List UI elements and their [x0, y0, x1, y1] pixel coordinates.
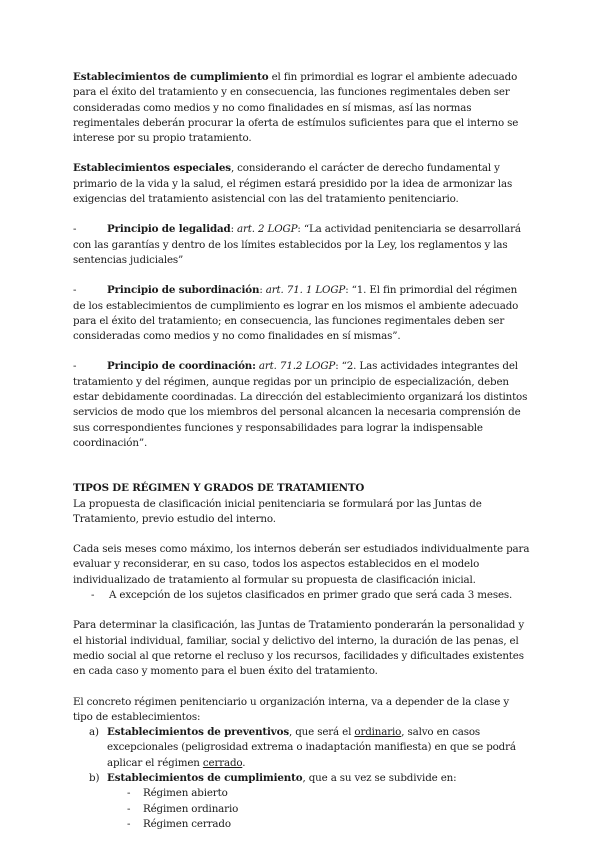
- text-part: .: [242, 756, 246, 769]
- principle-legalidad: [73, 222, 531, 268]
- term-bold: Establecimientos de cumplimiento: [73, 71, 269, 83]
- principle-subordinacion: [73, 283, 531, 344]
- regime-label: Régimen cerrado: [143, 817, 231, 830]
- regime-label: Régimen abierto: [143, 787, 228, 800]
- principle-text: : “1. El fin primordial del régimen de los establecimientos de cumplimiento es lograr en los mismos el ambiente adecuado para el éxito del tratamiento; en consecuencia, las funciones regimentales deben ser consideradas como medios y no como finalidades en sí mismas”.: [73, 284, 519, 343]
- text-part: , salvo en casos excepcionales (peligrosidad extrema o inadaptación manifiesta) en que se podrá aplicar el régimen: [107, 726, 516, 769]
- regime-item: [73, 802, 531, 817]
- paragraph-regimen: El concreto régimen penitenciario u organización interna, va a depender de la clase y tipo de establecimientos:: [73, 695, 510, 723]
- dash-marker: -: [127, 787, 131, 800]
- underlined-term: ordinario: [354, 726, 402, 739]
- separator: :: [230, 223, 238, 236]
- list-item-text: [107, 725, 531, 771]
- dash-marker: -: [73, 223, 77, 236]
- paragraph-text: el fin primordial es lograr el ambiente adecuado para el éxito del tratamiento y en consecuencia, las funciones regimentales deben ser consideradas como medios y no como finalidades en sí mismas, así las normas regimentales deberán procurar la oferta de estímulos suficientes para que el interno se interese por su propio tratamiento.: [73, 71, 519, 145]
- list-item-text: A excepción de los sujetos clasificados en primer grado que será cada 3 meses.: [109, 589, 513, 602]
- list-marker: a): [89, 726, 99, 739]
- list-marker: b): [89, 771, 100, 784]
- list-item-a: [73, 725, 531, 771]
- term-bold: Establecimientos de cumplimiento: [107, 771, 303, 784]
- principle-text: : “La actividad penitenciaria se desarrollará con las garantías y dentro de los límites establecidos por la Ley, los reglamentos y las sentencias judiciales”: [73, 223, 521, 266]
- paragraph-text: , considerando el carácter de derecho fundamental y primario de la vida y la salud, el régimen estará presidido por la idea de armonizar las exigencias del tratamiento asistencial con las del tratamiento penitenciario.: [73, 162, 513, 206]
- section-heading: TIPOS DE RÉGIMEN Y GRADOS DE TRATAMIENTO: [73, 482, 365, 495]
- dash-marker: -: [73, 360, 77, 373]
- regime-item: [73, 786, 531, 801]
- paragraph-propuesta: La propuesta de clasificación inicial penitenciaria se formulará por las Juntas de Tratamiento, previo estudio del interno.: [73, 497, 482, 525]
- principle-title: Principio de legalidad: [107, 223, 231, 236]
- article-ref: art. 71. 1 LOGP: [265, 284, 346, 297]
- paragraph-clasificacion: Para determinar la clasificación, las Juntas de Tratamiento ponderarán la personalidad y el historial individual, familiar, social y delictivo del interno, la duración de las penas, el medio social al que retorne el recluso y los recursos, facilidades y dificultades existentes en cada caso y momento para el buen éxito del tratamiento.: [73, 619, 524, 678]
- dash-marker: -: [73, 284, 77, 297]
- dash-marker: -: [91, 589, 95, 602]
- principle-text: : “2. Las actividades integrantes del tratamiento y del régimen, aunque regidas por un principio de especialización, deben estar debidamente coordinadas. La dirección del establecimiento organizará los distintos servicios de modo que los miembros del personal alcancen la necesaria comprensión de sus correspondientes funciones y responsabilidades para lograr la indispensable coordinación”.: [73, 360, 528, 449]
- separator: :: [259, 284, 266, 297]
- article-ref: art. 2 LOGP: [237, 223, 298, 236]
- paragraph-establecimientos-especiales: [73, 161, 531, 207]
- principle-title: Principio de coordinación:: [107, 360, 256, 373]
- term-bold: Establecimientos de preventivos: [107, 726, 289, 739]
- term-bold: Establecimientos especiales: [73, 162, 231, 175]
- text-part: , que a su vez se subdivide en:: [302, 771, 457, 784]
- list-item-text: [107, 771, 456, 786]
- paragraph-establecimientos-cumplimiento: [73, 70, 531, 146]
- list-item: [73, 588, 531, 603]
- list-item-b: [73, 771, 531, 786]
- article-ref: art. 71.2 LOGP: [258, 360, 336, 373]
- regime-item: [73, 817, 531, 832]
- principle-title: Principio de subordinación: [107, 284, 260, 297]
- regime-label: Régimen ordinario: [143, 802, 239, 815]
- paragraph-cada-seis-meses: Cada seis meses como máximo, los internos deberán ser estudiados individualmente para evaluar y reconsiderar, en su caso, todos los aspectos establecidos en el modelo individualizado de tratamiento al formular su propuesta de clasificación inicial.: [73, 543, 530, 586]
- principle-coordinacion: [73, 359, 531, 451]
- dash-marker: -: [127, 802, 131, 815]
- dash-marker: -: [127, 817, 131, 830]
- underlined-term: cerrado: [202, 756, 243, 769]
- text-part: , que será el: [288, 726, 355, 739]
- document-page: [73, 70, 531, 832]
